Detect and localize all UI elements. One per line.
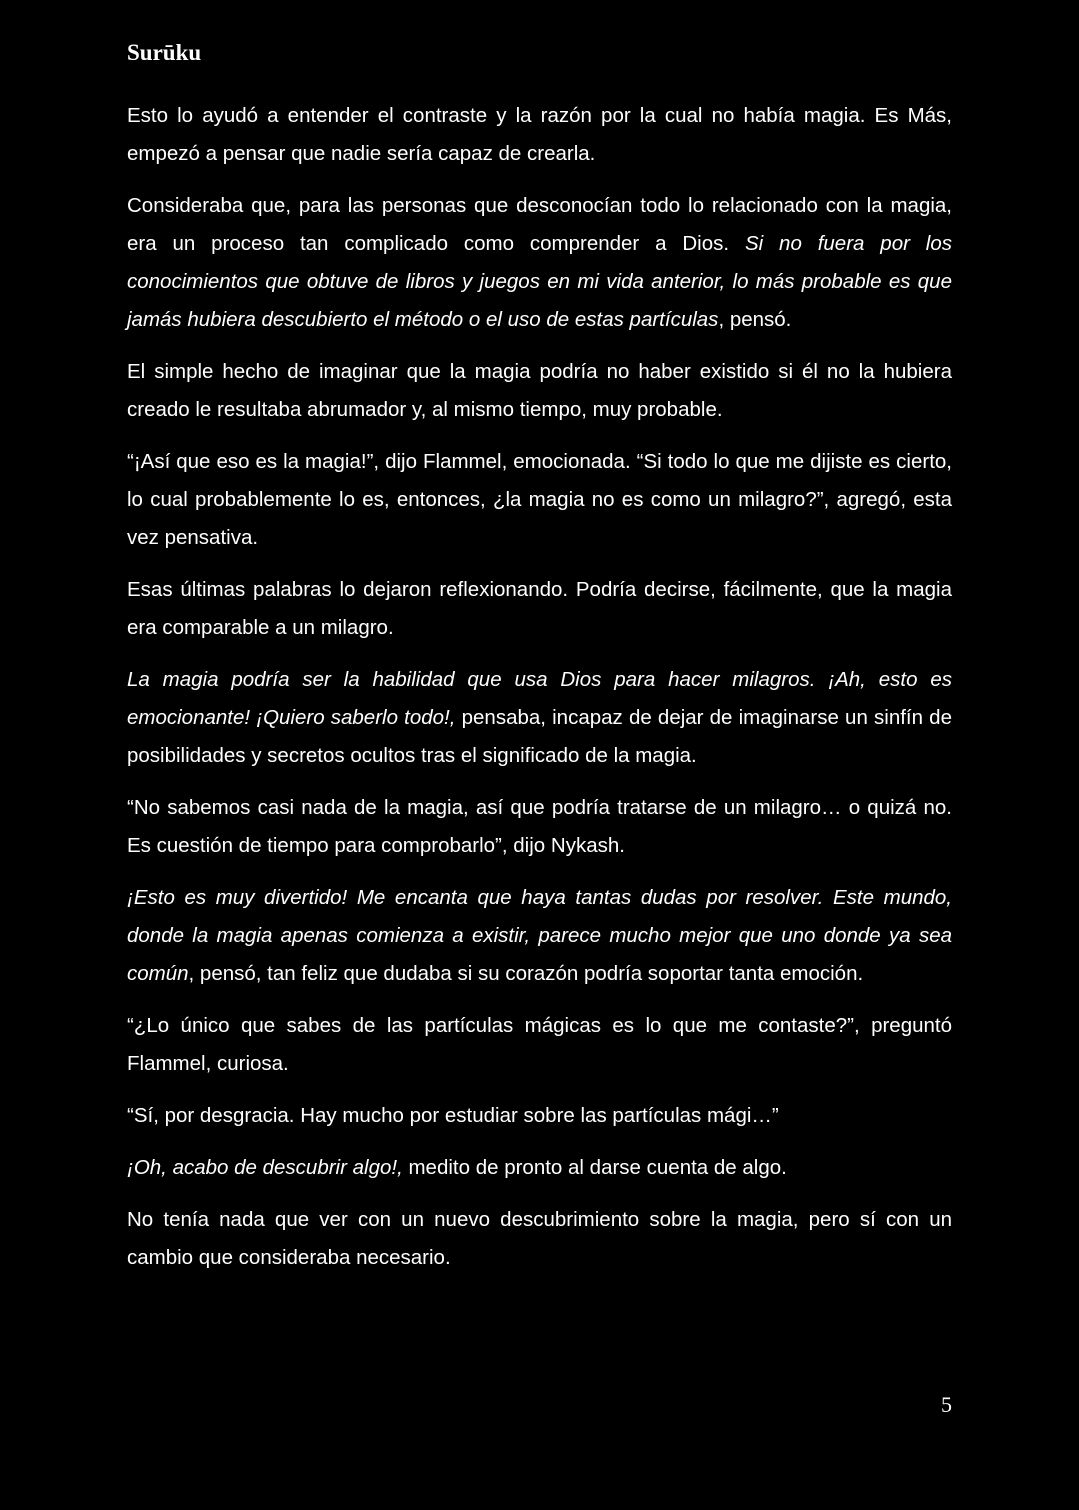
text-segment: No tenía nada que ver con un nuevo descubrimiento sobre la magia, pero sí con un cambio que consideraba necesario. — [127, 1208, 952, 1269]
italic-thought: La magia podría ser la habilidad que usa Dios para hacer milagros. ¡Ah, esto es emocionante! ¡Quiero saberlo todo!, — [127, 668, 952, 729]
text-segment: medito de pronto al darse cuenta de algo. — [402, 1156, 787, 1179]
text-segment: El simple hecho de imaginar que la magia podría no haber existido si él no la hubiera creado le resultaba abrumador y, al mismo tiempo, muy probable. — [127, 360, 952, 421]
text-segment: Esas últimas palabras lo dejaron reflexionando. Podría decirse, fácilmente, que la magia era comparable a un milagro. — [127, 578, 952, 639]
italic-thought: Si no fuera por los conocimientos que obtuve de libros y juegos en mi vida anterior, lo más probable es que jamás hubiera descubierto el método o el uso de estas partículas — [127, 232, 952, 331]
text-segment: “No sabemos casi nada de la magia, así que podría tratarse de un milagro… o quizá no. Es cuestión de tiempo para comprobarlo”, dijo Nykash. — [127, 796, 952, 857]
text-segment: “Sí, por desgracia. Hay mucho por estudiar sobre las partículas mági…” — [127, 1104, 779, 1127]
paragraph — [127, 97, 952, 173]
paragraph — [127, 1149, 952, 1187]
paragraph — [127, 789, 952, 865]
text-segment: “¡Así que eso es la magia!”, dijo Flammel, emocionada. “Si todo lo que me dijiste es cierto, lo cual probablemente lo es, entonces, ¿la magia no es como un milagro?”, agregó, esta vez pensativa. — [127, 450, 952, 549]
paragraph — [127, 443, 952, 557]
text-segment: pensaba, incapaz de dejar de imaginarse un sinfín de posibilidades y secretos ocultos tras el significado de la magia. — [127, 706, 952, 767]
paragraph — [127, 879, 952, 993]
paragraph — [127, 1201, 952, 1277]
text-segment: Esto lo ayudó a entender el contraste y la razón por la cual no había magia. Es Más, empezó a pensar que nadie sería capaz de crearla. — [127, 104, 952, 165]
text-segment: , pensó, tan feliz que dudaba si su corazón podría soportar tanta emoción. — [188, 962, 864, 985]
text-segment: Consideraba que, para las personas que desconocían todo lo relacionado con la magia, era un proceso tan complicado como comprender a Dios. — [127, 194, 952, 255]
text-segment: , pensó. — [718, 308, 792, 331]
page-number: 5 — [941, 1392, 952, 1417]
text-segment: “¿Lo único que sabes de las partículas mágicas es lo que me contaste?”, preguntó Flammel, curiosa. — [127, 1014, 952, 1075]
paragraph — [127, 1007, 952, 1083]
running-header-title: Surūku — [127, 40, 202, 65]
paragraph — [127, 353, 952, 429]
italic-thought: ¡Esto es muy divertido! Me encanta que haya tantas dudas por resolver. Este mundo, donde la magia apenas comienza a existir, parece mucho mejor que uno donde ya sea común — [127, 886, 952, 985]
paragraph — [127, 661, 952, 775]
italic-thought: ¡Oh, acabo de descubrir algo!, — [127, 1156, 403, 1179]
body-text — [127, 97, 952, 1291]
paragraph — [127, 571, 952, 647]
paragraph — [127, 1097, 952, 1135]
paragraph — [127, 187, 952, 339]
